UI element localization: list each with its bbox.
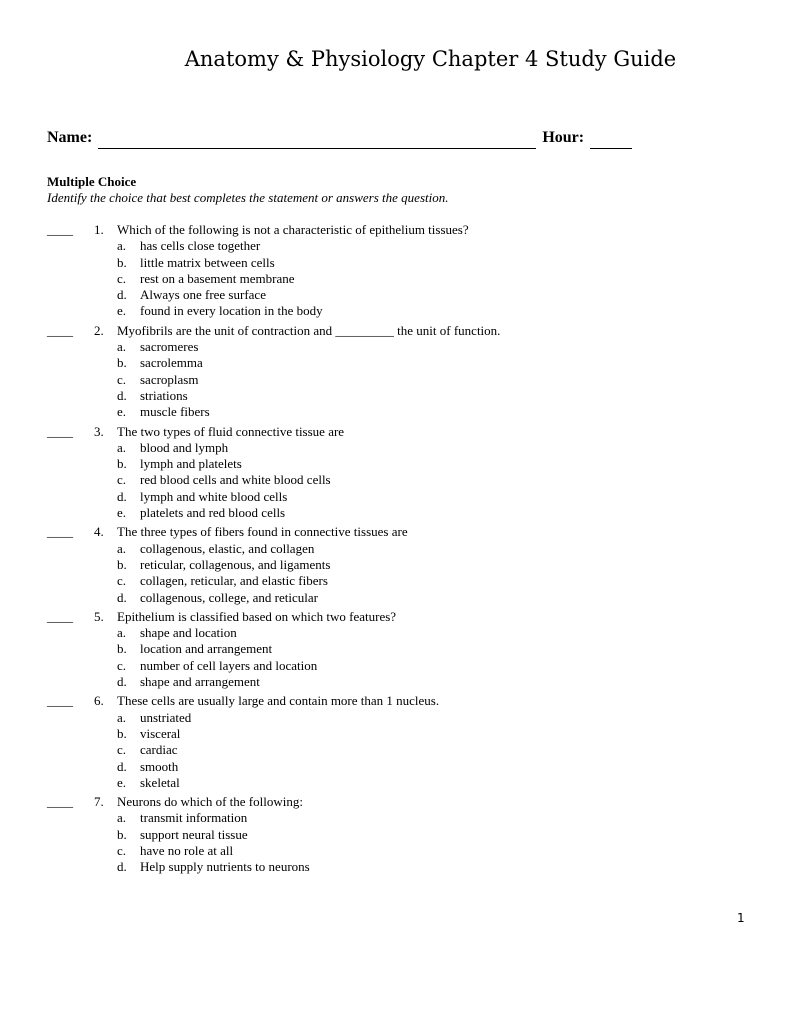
option-letter: b. — [117, 826, 127, 842]
option-letter: d. — [117, 859, 127, 875]
option-text: visceral — [140, 725, 181, 741]
answer-option — [47, 472, 747, 488]
option-letter: d. — [117, 287, 127, 303]
answer-option — [47, 505, 747, 521]
question-stem: The two types of fluid connective tissue are — [117, 423, 345, 439]
question-stem-row — [47, 609, 747, 625]
option-text: lymph and platelets — [140, 456, 242, 472]
question-number: 3. — [94, 423, 104, 439]
answer-option — [47, 372, 747, 388]
answer-option — [47, 456, 747, 472]
option-letter: d. — [117, 387, 127, 403]
option-text: number of cell layers and location — [140, 657, 318, 673]
instructions: Identify the choice that best completes the statement or answers the question. — [47, 190, 449, 205]
option-text: shape and arrangement — [140, 674, 260, 690]
option-letter: c. — [117, 472, 127, 488]
option-text: Help supply nutrients to neurons — [140, 859, 310, 875]
answer-option — [47, 287, 747, 303]
answer-option — [47, 674, 747, 690]
hour-blank-line[interactable] — [590, 131, 632, 149]
answer-option — [47, 541, 747, 557]
question-stem-row — [47, 794, 747, 810]
answer-option — [47, 810, 747, 826]
question-number: 5. — [94, 608, 104, 624]
option-letter: b. — [117, 556, 127, 572]
question-stem-row — [47, 524, 747, 540]
option-letter: c. — [117, 842, 127, 858]
hour-label: Hour: — [542, 129, 585, 146]
option-letter: b. — [117, 641, 127, 657]
answer-option — [47, 404, 747, 420]
page-number: 1 — [737, 911, 745, 925]
answer-option — [47, 742, 747, 758]
option-text: collagenous, elastic, and collagen — [140, 540, 315, 556]
answer-option — [47, 303, 747, 319]
question-number: 7. — [94, 794, 104, 810]
option-text: support neural tissue — [140, 826, 248, 842]
option-text: has cells close together — [140, 238, 261, 254]
option-text: blood and lymph — [140, 439, 229, 455]
option-letter: e. — [117, 505, 127, 521]
answer-option — [47, 238, 747, 254]
question-4 — [47, 524, 747, 605]
option-text: sacrolemma — [140, 355, 203, 371]
answer-option — [47, 590, 747, 606]
question-6 — [47, 693, 747, 791]
question-stem-row — [47, 323, 747, 339]
option-text: muscle fibers — [140, 404, 210, 420]
question-stem: Neurons do which of the following: — [117, 794, 303, 810]
answer-option — [47, 726, 747, 742]
answer-option — [47, 859, 747, 875]
answer-option — [47, 775, 747, 791]
option-text: unstriated — [140, 709, 192, 725]
option-letter: d. — [117, 488, 127, 504]
option-text: shape and location — [140, 625, 237, 641]
option-text: sacroplasm — [140, 371, 199, 387]
question-number: 1. — [94, 222, 104, 237]
option-letter: c. — [117, 657, 127, 673]
question-2 — [47, 323, 747, 421]
option-letter: a. — [117, 625, 127, 641]
option-letter: c. — [117, 270, 127, 286]
answer-option — [47, 255, 747, 271]
answer-option — [47, 710, 747, 726]
answer-option — [47, 827, 747, 843]
question-stem: Myofibrils are the unit of contraction and _________ the unit of function. — [117, 322, 501, 338]
answer-option — [47, 843, 747, 859]
answer-option — [47, 557, 747, 573]
question-stem-row — [47, 222, 747, 238]
option-letter: c. — [117, 371, 127, 387]
option-text: reticular, collagenous, and ligaments — [140, 556, 331, 572]
answer-option — [47, 641, 747, 657]
name-label: Name: — [47, 129, 93, 146]
answer-option — [47, 658, 747, 674]
option-letter: e. — [117, 774, 127, 790]
option-letter: e. — [117, 404, 127, 420]
option-letter: c. — [117, 573, 127, 589]
question-7 — [47, 794, 747, 875]
option-letter: c. — [117, 742, 127, 758]
option-text: little matrix between cells — [140, 254, 275, 270]
option-letter: a. — [117, 339, 127, 355]
question-stem: Which of the following is not a characteristic of epithelium tissues? — [117, 222, 469, 237]
question-number: 2. — [94, 322, 104, 338]
answer-option — [47, 440, 747, 456]
answer-blank[interactable]: ____ — [47, 322, 73, 338]
option-text: collagen, reticular, and elastic fibers — [140, 573, 328, 589]
answer-option — [47, 573, 747, 589]
option-text: Always one free surface — [140, 287, 266, 303]
option-letter: a. — [117, 709, 127, 725]
option-letter: a. — [117, 810, 127, 826]
option-text: platelets and red blood cells — [140, 505, 286, 521]
question-stem: These cells are usually large and contain more than 1 nucleus. — [117, 693, 440, 709]
option-text: smooth — [140, 758, 179, 774]
option-text: have no role at all — [140, 842, 234, 858]
answer-blank[interactable]: ____ — [47, 423, 73, 439]
option-letter: b. — [117, 456, 127, 472]
question-stem: Epithelium is classified based on which two features? — [117, 608, 397, 624]
question-number: 6. — [94, 693, 104, 709]
page-title: Anatomy & Physiology Chapter 4 Study Guide — [184, 47, 677, 71]
question-5 — [47, 609, 747, 690]
option-letter: b. — [117, 254, 127, 270]
option-letter: a. — [117, 439, 127, 455]
answer-option — [47, 388, 747, 404]
option-letter: e. — [117, 303, 127, 319]
option-letter: a. — [117, 238, 127, 254]
option-text: collagenous, college, and reticular — [140, 589, 318, 605]
option-letter: d. — [117, 674, 127, 690]
answer-option — [47, 489, 747, 505]
option-text: red blood cells and white blood cells — [140, 472, 331, 488]
question-stem: The three types of fibers found in connective tissues are — [117, 524, 408, 540]
answer-option — [47, 355, 747, 371]
question-3 — [47, 424, 747, 522]
name-blank-line[interactable] — [98, 131, 536, 149]
answer-option — [47, 339, 747, 355]
option-text: found in every location in the body — [140, 303, 323, 319]
option-letter: a. — [117, 540, 127, 556]
question-number: 4. — [94, 524, 104, 540]
question-1 — [47, 222, 747, 320]
answer-blank[interactable]: ____ — [47, 222, 73, 237]
question-stem-row — [47, 693, 747, 709]
answer-option — [47, 271, 747, 287]
option-letter: b. — [117, 725, 127, 741]
answer-option — [47, 759, 747, 775]
section-title: Multiple Choice — [47, 174, 137, 189]
option-text: rest on a basement membrane — [140, 270, 295, 286]
question-stem-row — [47, 424, 747, 440]
option-letter: b. — [117, 355, 127, 371]
answer-blank[interactable]: ____ — [47, 794, 73, 810]
option-letter: d. — [117, 758, 127, 774]
question-list — [47, 222, 747, 876]
option-text: striations — [140, 387, 188, 403]
option-text: sacromeres — [140, 339, 199, 355]
name-hour-row — [47, 127, 632, 149]
answer-blank[interactable]: ____ — [47, 524, 73, 540]
option-text: location and arrangement — [140, 641, 273, 657]
option-text: transmit information — [140, 810, 248, 826]
answer-option — [47, 625, 747, 641]
option-text: cardiac — [140, 742, 178, 758]
option-text: lymph and white blood cells — [140, 488, 288, 504]
option-text: skeletal — [140, 774, 180, 790]
answer-blank[interactable]: ____ — [47, 693, 73, 709]
option-letter: d. — [117, 589, 127, 605]
answer-blank[interactable]: ____ — [47, 608, 73, 624]
